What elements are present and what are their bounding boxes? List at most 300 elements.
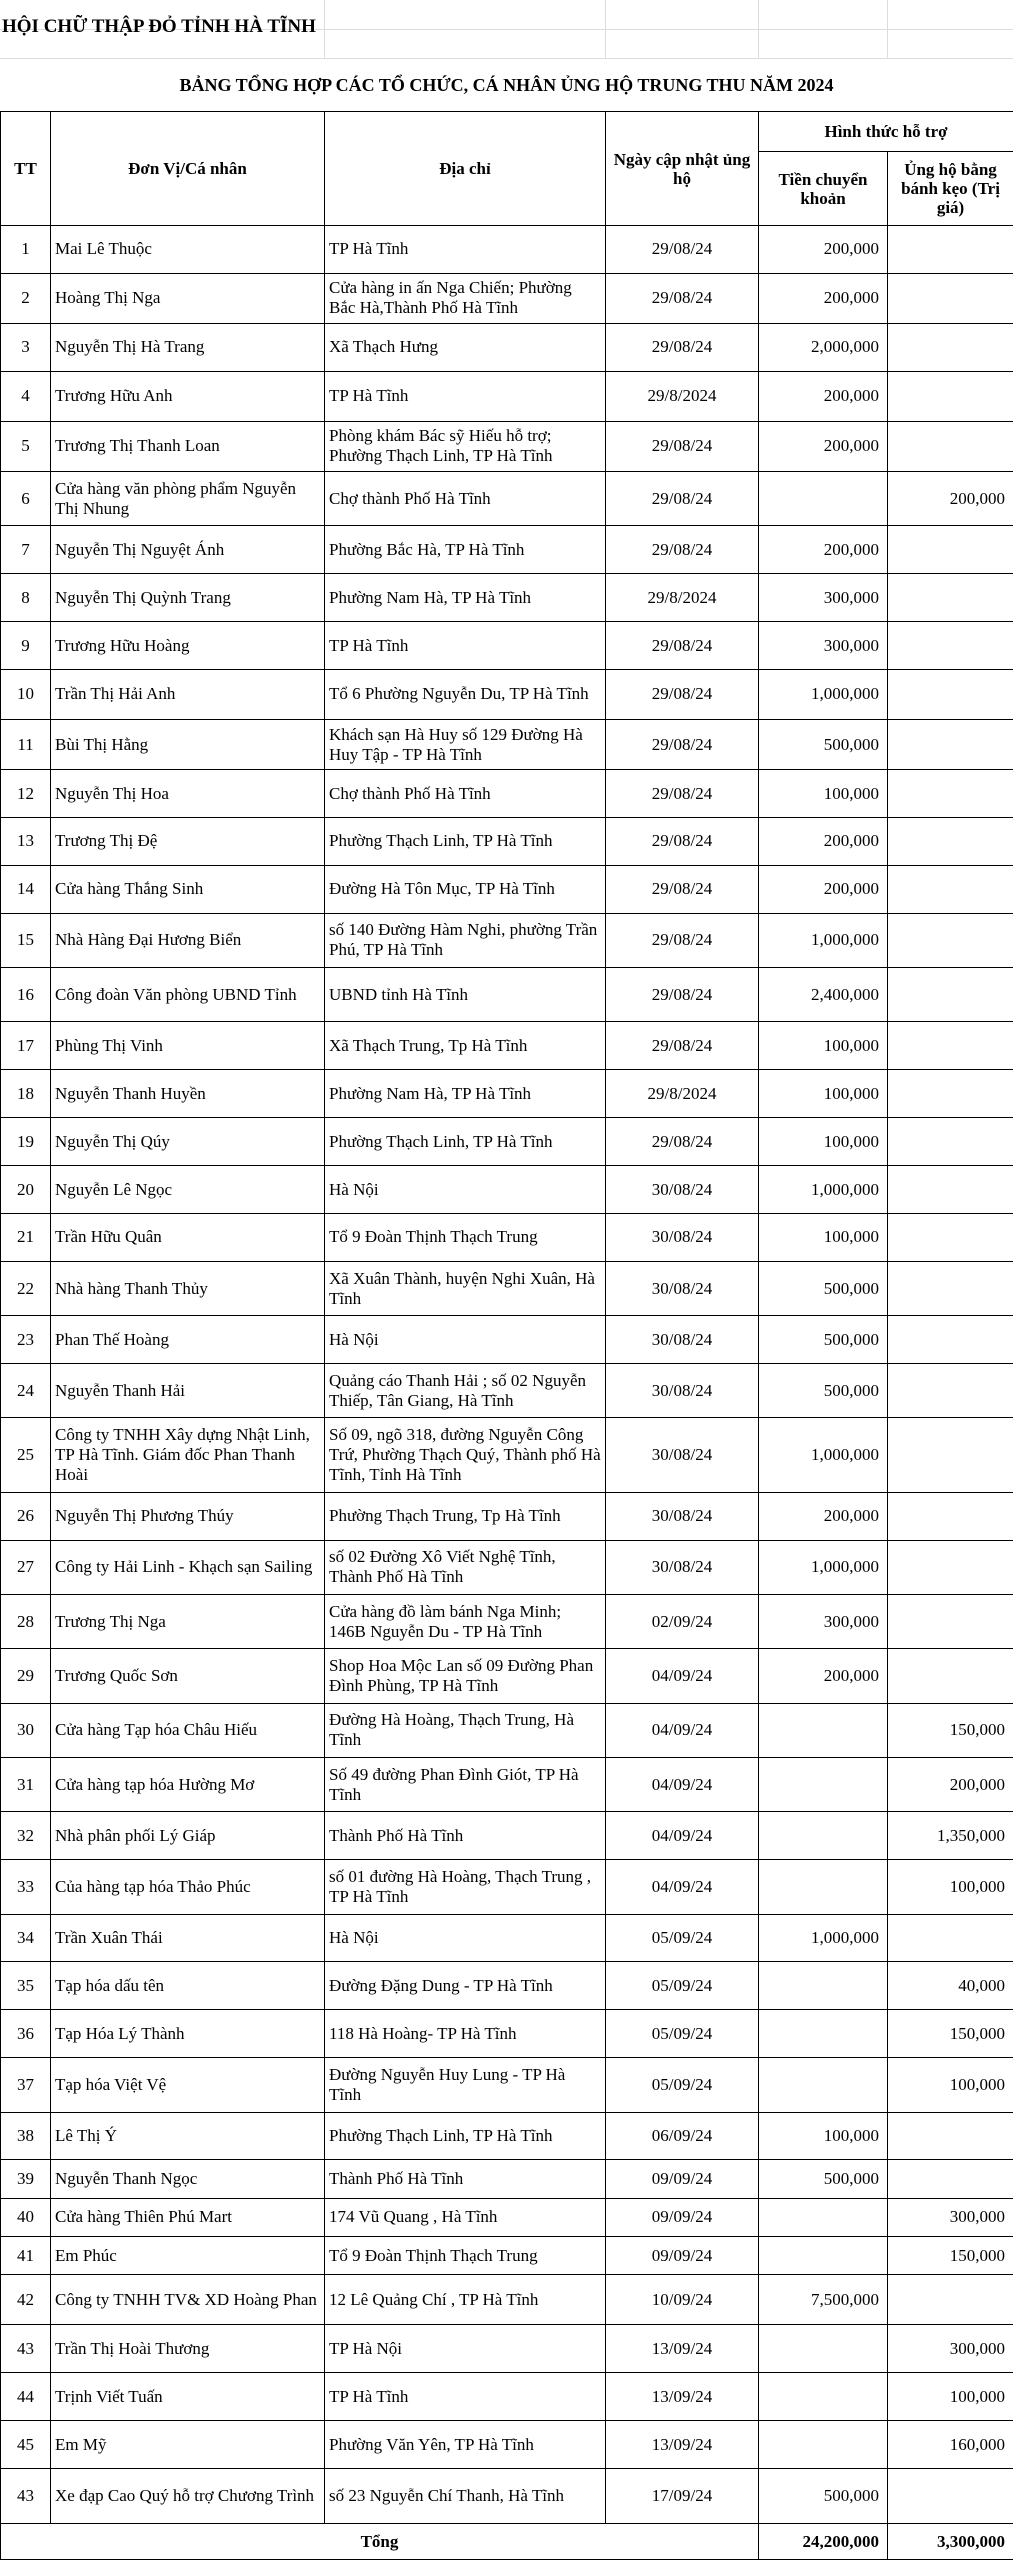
row-date: 29/8/2024	[606, 371, 759, 421]
row-address: Shop Hoa Mộc Lan số 09 Đường Phan Đình Phùng, TP Hà Tĩnh	[325, 1649, 606, 1703]
row-address: TP Hà Nội	[325, 2325, 606, 2373]
row-transfer: 200,000	[759, 526, 888, 574]
table-row	[1, 1316, 1013, 1364]
row-name: Cửa hàng Thắng Sinh	[51, 865, 325, 913]
row-tt: 27	[1, 1540, 51, 1594]
table-body	[1, 226, 1013, 2524]
table-row	[1, 669, 1013, 719]
row-candy	[888, 1022, 1013, 1070]
row-transfer: 300,000	[759, 574, 888, 622]
row-tt: 2	[1, 273, 51, 323]
row-transfer	[759, 2198, 888, 2236]
total-candy: 3,300,000	[888, 2524, 1013, 2560]
row-date: 30/08/24	[606, 1364, 759, 1418]
row-tt: 25	[1, 1418, 51, 1493]
row-name: Công ty TNHH TV& XD Hoàng Phan	[51, 2275, 325, 2325]
col-header-support: Hình thức hỗ trợ	[759, 112, 1013, 152]
row-tt: 9	[1, 622, 51, 670]
row-address: Xã Xuân Thành, huyện Nghi Xuân, Hà Tĩnh	[325, 1261, 606, 1315]
row-transfer: 200,000	[759, 1649, 888, 1703]
row-candy	[888, 1418, 1013, 1493]
row-transfer: 2,400,000	[759, 968, 888, 1022]
row-tt: 12	[1, 770, 51, 818]
row-tt: 36	[1, 2010, 51, 2058]
row-address: số 01 đường Hà Hoàng, Thạch Trung , TP Hà Tĩnh	[325, 1860, 606, 1914]
row-candy: 40,000	[888, 1962, 1013, 2010]
row-transfer: 2,000,000	[759, 323, 888, 371]
row-date: 29/8/2024	[606, 1070, 759, 1118]
table-row	[1, 526, 1013, 574]
row-tt: 45	[1, 2421, 51, 2469]
row-tt: 35	[1, 1962, 51, 2010]
row-address: Cửa hàng đồ làm bánh Nga Minh; 146B Nguyễn Du - TP Hà Tĩnh	[325, 1595, 606, 1649]
row-date: 30/08/24	[606, 1214, 759, 1262]
table-row	[1, 1261, 1013, 1315]
row-tt: 19	[1, 1118, 51, 1166]
donation-table	[0, 111, 1013, 2560]
row-name: Em Mỹ	[51, 2421, 325, 2469]
row-transfer	[759, 2325, 888, 2373]
row-tt: 29	[1, 1649, 51, 1703]
table-row	[1, 1540, 1013, 1594]
row-name: Em Phúc	[51, 2237, 325, 2275]
total-row	[1, 2524, 1013, 2560]
row-date: 13/09/24	[606, 2421, 759, 2469]
total-transfer: 24,200,000	[759, 2524, 888, 2560]
row-date: 09/09/24	[606, 2160, 759, 2198]
row-address: 118 Hà Hoàng- TP Hà Tĩnh	[325, 2010, 606, 2058]
row-tt: 4	[1, 371, 51, 421]
row-tt: 23	[1, 1316, 51, 1364]
row-candy	[888, 622, 1013, 670]
row-address: Xã Thạch Trung, Tp Hà Tĩnh	[325, 1022, 606, 1070]
row-candy	[888, 2160, 1013, 2198]
row-tt: 39	[1, 2160, 51, 2198]
table-row	[1, 2325, 1013, 2373]
row-transfer: 200,000	[759, 273, 888, 323]
row-name: Của hàng tạp hóa Thảo Phúc	[51, 1860, 325, 1914]
row-name: Trương Thị Đệ	[51, 817, 325, 865]
col-header-tt: TT	[1, 112, 51, 226]
row-tt: 18	[1, 1070, 51, 1118]
row-date: 29/08/24	[606, 526, 759, 574]
row-transfer	[759, 1860, 888, 1914]
row-transfer	[759, 2421, 888, 2469]
row-date: 29/08/24	[606, 1022, 759, 1070]
row-name: Nguyễn Thị Quỳnh Trang	[51, 574, 325, 622]
row-candy	[888, 669, 1013, 719]
row-candy: 200,000	[888, 1758, 1013, 1812]
row-candy: 1,350,000	[888, 1812, 1013, 1860]
row-transfer	[759, 2010, 888, 2058]
table-row	[1, 2237, 1013, 2275]
document-title: BẢNG TỔNG HỢP CÁC TỔ CHỨC, CÁ NHÂN ỦNG HỘ TRUNG THU NĂM 2024	[179, 75, 834, 95]
row-name: Phùng Thị Vinh	[51, 1022, 325, 1070]
row-name: Trương Thị Thanh Loan	[51, 421, 325, 471]
row-address: Phường Văn Yên, TP Hà Tĩnh	[325, 2421, 606, 2469]
col-header-transfer: Tiền chuyển khoản	[759, 152, 888, 226]
row-tt: 44	[1, 2373, 51, 2421]
row-date: 29/08/24	[606, 720, 759, 770]
row-candy	[888, 1595, 1013, 1649]
row-date: 29/08/24	[606, 471, 759, 525]
table-row	[1, 817, 1013, 865]
row-candy	[888, 2275, 1013, 2325]
row-date: 29/08/24	[606, 421, 759, 471]
row-transfer: 500,000	[759, 1316, 888, 1364]
row-candy	[888, 526, 1013, 574]
row-transfer: 200,000	[759, 865, 888, 913]
row-tt: 30	[1, 1703, 51, 1757]
row-tt: 31	[1, 1758, 51, 1812]
table-row	[1, 323, 1013, 371]
row-candy: 100,000	[888, 2373, 1013, 2421]
row-transfer: 200,000	[759, 226, 888, 274]
row-address: 12 Lê Quảng Chí , TP Hà Tĩnh	[325, 2275, 606, 2325]
row-candy	[888, 323, 1013, 371]
table-row	[1, 1595, 1013, 1649]
row-date: 29/08/24	[606, 622, 759, 670]
table-row	[1, 1418, 1013, 1493]
row-address: TP Hà Tĩnh	[325, 2373, 606, 2421]
row-transfer: 100,000	[759, 2112, 888, 2160]
row-candy: 200,000	[888, 471, 1013, 525]
row-tt: 41	[1, 2237, 51, 2275]
row-tt: 26	[1, 1492, 51, 1540]
row-address: Thành Phố Hà Tĩnh	[325, 1812, 606, 1860]
row-candy: 300,000	[888, 2325, 1013, 2373]
row-name: Nguyễn Thị Hà Trang	[51, 323, 325, 371]
row-candy: 160,000	[888, 2421, 1013, 2469]
row-name: Bùi Thị Hằng	[51, 720, 325, 770]
row-date: 06/09/24	[606, 2112, 759, 2160]
row-address: Chợ thành Phố Hà Tĩnh	[325, 770, 606, 818]
row-candy	[888, 1649, 1013, 1703]
row-address: số 23 Nguyễn Chí Thanh, Hà Tĩnh	[325, 2469, 606, 2524]
row-candy	[888, 1316, 1013, 1364]
row-name: Trần Thị Hoài Thương	[51, 2325, 325, 2373]
row-candy	[888, 574, 1013, 622]
row-address: Quảng cáo Thanh Hải ; số 02 Nguyễn Thiếp, Tân Giang, Hà Tĩnh	[325, 1364, 606, 1418]
row-tt: 11	[1, 720, 51, 770]
row-address: UBND tỉnh Hà Tĩnh	[325, 968, 606, 1022]
row-candy	[888, 968, 1013, 1022]
org-name: HỘI CHỮ THẬP ĐỎ TỈNH HÀ TĨNH	[2, 16, 316, 37]
table-row	[1, 471, 1013, 525]
table-row	[1, 1022, 1013, 1070]
row-name: Cửa hàng văn phòng phẩm Nguyễn Thị Nhung	[51, 471, 325, 525]
row-name: Trần Thị Hải Anh	[51, 669, 325, 719]
row-address: Tổ 9 Đoàn Thịnh Thạch Trung	[325, 2237, 606, 2275]
row-date: 29/08/24	[606, 968, 759, 1022]
row-address: Phòng khám Bác sỹ Hiếu hỗ trợ; Phường Thạch Linh, TP Hà Tĩnh	[325, 421, 606, 471]
col-header-date: Ngày cập nhật ủng hộ	[606, 112, 759, 226]
table-row	[1, 2275, 1013, 2325]
row-transfer: 500,000	[759, 1364, 888, 1418]
row-tt: 7	[1, 526, 51, 574]
table-row	[1, 622, 1013, 670]
table-row	[1, 1492, 1013, 1540]
row-date: 29/08/24	[606, 770, 759, 818]
row-date: 05/09/24	[606, 1962, 759, 2010]
row-transfer: 100,000	[759, 1118, 888, 1166]
row-name: Xe đạp Cao Quý hỗ trợ Chương Trình	[51, 2469, 325, 2524]
row-name: Nguyễn Thanh Huyền	[51, 1070, 325, 1118]
total-label: Tổng	[1, 2524, 759, 2560]
table-row	[1, 720, 1013, 770]
row-transfer: 300,000	[759, 1595, 888, 1649]
row-transfer: 100,000	[759, 1214, 888, 1262]
row-candy	[888, 1540, 1013, 1594]
row-transfer: 300,000	[759, 622, 888, 670]
row-candy	[888, 1492, 1013, 1540]
row-address: Đường Đặng Dung - TP Hà Tĩnh	[325, 1962, 606, 2010]
row-tt: 17	[1, 1022, 51, 1070]
table-row	[1, 2421, 1013, 2469]
row-candy	[888, 1914, 1013, 1962]
row-date: 04/09/24	[606, 1758, 759, 1812]
row-tt: 6	[1, 471, 51, 525]
table-row	[1, 1214, 1013, 1262]
table-row	[1, 1118, 1013, 1166]
row-transfer	[759, 1962, 888, 2010]
row-name: Nhà Hàng Đại Hương Biển	[51, 913, 325, 967]
row-tt: 22	[1, 1261, 51, 1315]
row-address: Đường Nguyễn Huy Lung - TP Hà Tĩnh	[325, 2058, 606, 2112]
row-candy	[888, 913, 1013, 967]
row-transfer	[759, 2237, 888, 2275]
row-address: Đường Hà Hoàng, Thạch Trung, Hà Tĩnh	[325, 1703, 606, 1757]
row-candy: 150,000	[888, 2010, 1013, 2058]
row-address: TP Hà Tĩnh	[325, 371, 606, 421]
row-address: Hà Nội	[325, 1914, 606, 1962]
row-address: Phường Nam Hà, TP Hà Tĩnh	[325, 1070, 606, 1118]
row-candy	[888, 226, 1013, 274]
row-address: Tổ 6 Phường Nguyễn Du, TP Hà Tĩnh	[325, 669, 606, 719]
row-date: 30/08/24	[606, 1492, 759, 1540]
row-transfer: 200,000	[759, 421, 888, 471]
row-date: 29/08/24	[606, 323, 759, 371]
row-date: 04/09/24	[606, 1649, 759, 1703]
row-date: 29/08/24	[606, 669, 759, 719]
table-row	[1, 1962, 1013, 2010]
row-address: Thành Phố Hà Tĩnh	[325, 2160, 606, 2198]
org-header-row	[0, 0, 1013, 59]
row-candy: 150,000	[888, 1703, 1013, 1757]
table-row	[1, 421, 1013, 471]
row-address: Số 49 đường Phan Đình Giót, TP Hà Tĩnh	[325, 1758, 606, 1812]
row-candy	[888, 720, 1013, 770]
table-row	[1, 574, 1013, 622]
row-date: 29/08/24	[606, 817, 759, 865]
table-row	[1, 968, 1013, 1022]
row-address: số 140 Đường Hàm Nghi, phường Trần Phú, TP Hà Tĩnh	[325, 913, 606, 967]
row-date: 09/09/24	[606, 2237, 759, 2275]
row-date: 04/09/24	[606, 1812, 759, 1860]
table-row	[1, 1649, 1013, 1703]
row-candy: 150,000	[888, 2237, 1013, 2275]
row-date: 02/09/24	[606, 1595, 759, 1649]
row-name: Cửa hàng Thiên Phú Mart	[51, 2198, 325, 2236]
row-date: 30/08/24	[606, 1540, 759, 1594]
row-address: Phường Bắc Hà, TP Hà Tĩnh	[325, 526, 606, 574]
row-transfer	[759, 1703, 888, 1757]
row-address: Số 09, ngõ 318, đường Nguyễn Công Trứ, Phường Thạch Quý, Thành phố Hà Tĩnh, Tỉnh Hà Tĩnh	[325, 1418, 606, 1493]
row-name: Nguyễn Thị Nguyệt Ánh	[51, 526, 325, 574]
row-name: Công đoàn Văn phòng UBND Tỉnh	[51, 968, 325, 1022]
col-header-name: Đơn Vị/Cá nhân	[51, 112, 325, 226]
row-transfer: 1,000,000	[759, 669, 888, 719]
row-tt: 32	[1, 1812, 51, 1860]
table-row	[1, 1758, 1013, 1812]
row-transfer: 200,000	[759, 817, 888, 865]
row-tt: 28	[1, 1595, 51, 1649]
row-name: Trần Xuân Thái	[51, 1914, 325, 1962]
row-name: Mai Lê Thuộc	[51, 226, 325, 274]
row-date: 13/09/24	[606, 2325, 759, 2373]
col-header-candy: Ủng hộ bằng bánh kẹo (Trị giá)	[888, 152, 1013, 226]
row-candy	[888, 1118, 1013, 1166]
row-candy	[888, 2112, 1013, 2160]
row-address: Phường Thạch Linh, TP Hà Tĩnh	[325, 1118, 606, 1166]
row-address: Phường Thạch Linh, TP Hà Tĩnh	[325, 817, 606, 865]
row-address: Phường Thạch Trung, Tp Hà Tĩnh	[325, 1492, 606, 1540]
row-name: Nhà hàng Thanh Thủy	[51, 1261, 325, 1315]
row-tt: 21	[1, 1214, 51, 1262]
row-name: Nguyễn Thanh Ngọc	[51, 2160, 325, 2198]
row-transfer: 200,000	[759, 1492, 888, 1540]
row-transfer	[759, 2058, 888, 2112]
table-row	[1, 226, 1013, 274]
col-header-address: Địa chỉ	[325, 112, 606, 226]
row-address: Phường Nam Hà, TP Hà Tĩnh	[325, 574, 606, 622]
table-row	[1, 1860, 1013, 1914]
table-row	[1, 2058, 1013, 2112]
row-transfer	[759, 471, 888, 525]
row-name: Trương Hữu Anh	[51, 371, 325, 421]
row-transfer	[759, 1812, 888, 1860]
table-row	[1, 2112, 1013, 2160]
row-address: TP Hà Tĩnh	[325, 226, 606, 274]
row-date: 05/09/24	[606, 2058, 759, 2112]
row-candy	[888, 865, 1013, 913]
row-tt: 13	[1, 817, 51, 865]
row-tt: 24	[1, 1364, 51, 1418]
row-address: Hà Nội	[325, 1316, 606, 1364]
row-candy	[888, 421, 1013, 471]
row-transfer: 1,000,000	[759, 1540, 888, 1594]
row-date: 30/08/24	[606, 1261, 759, 1315]
row-name: Cửa hàng tạp hóa Hường Mơ	[51, 1758, 325, 1812]
row-name: Tạp hóa dấu tên	[51, 1962, 325, 2010]
row-name: Nhà phân phối Lý Giáp	[51, 1812, 325, 1860]
row-date: 29/08/24	[606, 913, 759, 967]
row-tt: 34	[1, 1914, 51, 1962]
table-row	[1, 2160, 1013, 2198]
row-candy	[888, 1261, 1013, 1315]
row-tt: 20	[1, 1166, 51, 1214]
row-candy	[888, 1166, 1013, 1214]
row-date: 17/09/24	[606, 2469, 759, 2524]
table-row	[1, 273, 1013, 323]
row-address: 174 Vũ Quang , Hà Tĩnh	[325, 2198, 606, 2236]
row-tt: 16	[1, 968, 51, 1022]
row-transfer: 7,500,000	[759, 2275, 888, 2325]
table-row	[1, 1364, 1013, 1418]
row-address: Đường Hà Tôn Mục, TP Hà Tĩnh	[325, 865, 606, 913]
row-date: 04/09/24	[606, 1860, 759, 1914]
table-row	[1, 2198, 1013, 2236]
row-transfer: 100,000	[759, 1022, 888, 1070]
row-candy	[888, 273, 1013, 323]
row-date: 05/09/24	[606, 1914, 759, 1962]
row-candy	[888, 2469, 1013, 2524]
row-date: 29/08/24	[606, 226, 759, 274]
row-tt: 1	[1, 226, 51, 274]
row-transfer: 500,000	[759, 720, 888, 770]
row-transfer: 200,000	[759, 371, 888, 421]
row-date: 29/08/24	[606, 273, 759, 323]
row-name: Cửa hàng Tạp hóa Châu Hiếu	[51, 1703, 325, 1757]
table-row	[1, 770, 1013, 818]
row-name: Phan Thế Hoàng	[51, 1316, 325, 1364]
row-name: Lê Thị Ý	[51, 2112, 325, 2160]
row-address: số 02 Đường Xô Viết Nghệ Tĩnh, Thành Phố Hà Tĩnh	[325, 1540, 606, 1594]
row-tt: 10	[1, 669, 51, 719]
table-row	[1, 913, 1013, 967]
row-address: Hà Nội	[325, 1166, 606, 1214]
row-address: Tổ 9 Đoàn Thịnh Thạch Trung	[325, 1214, 606, 1262]
row-tt: 15	[1, 913, 51, 967]
row-name: Hoàng Thị Nga	[51, 273, 325, 323]
row-name: Nguyễn Thị Phương Thúy	[51, 1492, 325, 1540]
row-date: 30/08/24	[606, 1166, 759, 1214]
row-transfer: 100,000	[759, 770, 888, 818]
row-transfer: 1,000,000	[759, 1418, 888, 1493]
row-name: Công ty Hải Linh - Khạch sạn Sailing	[51, 1540, 325, 1594]
table-row	[1, 2010, 1013, 2058]
row-tt: 42	[1, 2275, 51, 2325]
row-transfer: 500,000	[759, 2469, 888, 2524]
table-row	[1, 2373, 1013, 2421]
row-transfer: 500,000	[759, 2160, 888, 2198]
row-date: 30/08/24	[606, 1316, 759, 1364]
row-candy: 100,000	[888, 2058, 1013, 2112]
table-row	[1, 371, 1013, 421]
row-date: 09/09/24	[606, 2198, 759, 2236]
row-date: 05/09/24	[606, 2010, 759, 2058]
table-row	[1, 1703, 1013, 1757]
row-address: Phường Thạch Linh, TP Hà Tĩnh	[325, 2112, 606, 2160]
row-tt: 38	[1, 2112, 51, 2160]
row-transfer: 500,000	[759, 1261, 888, 1315]
row-name: Trịnh Viết Tuấn	[51, 2373, 325, 2421]
row-date: 29/8/2024	[606, 574, 759, 622]
row-tt: 5	[1, 421, 51, 471]
row-date: 29/08/24	[606, 865, 759, 913]
row-address: Khách sạn Hà Huy số 129 Đường Hà Huy Tập - TP Hà Tĩnh	[325, 720, 606, 770]
row-tt: 8	[1, 574, 51, 622]
table-row	[1, 2469, 1013, 2524]
row-transfer	[759, 2373, 888, 2421]
row-address: TP Hà Tĩnh	[325, 622, 606, 670]
row-tt: 43	[1, 2469, 51, 2524]
row-name: Nguyễn Lê Ngọc	[51, 1166, 325, 1214]
row-candy: 300,000	[888, 2198, 1013, 2236]
row-name: Nguyễn Thanh Hải	[51, 1364, 325, 1418]
row-date: 30/08/24	[606, 1418, 759, 1493]
row-transfer: 1,000,000	[759, 1166, 888, 1214]
